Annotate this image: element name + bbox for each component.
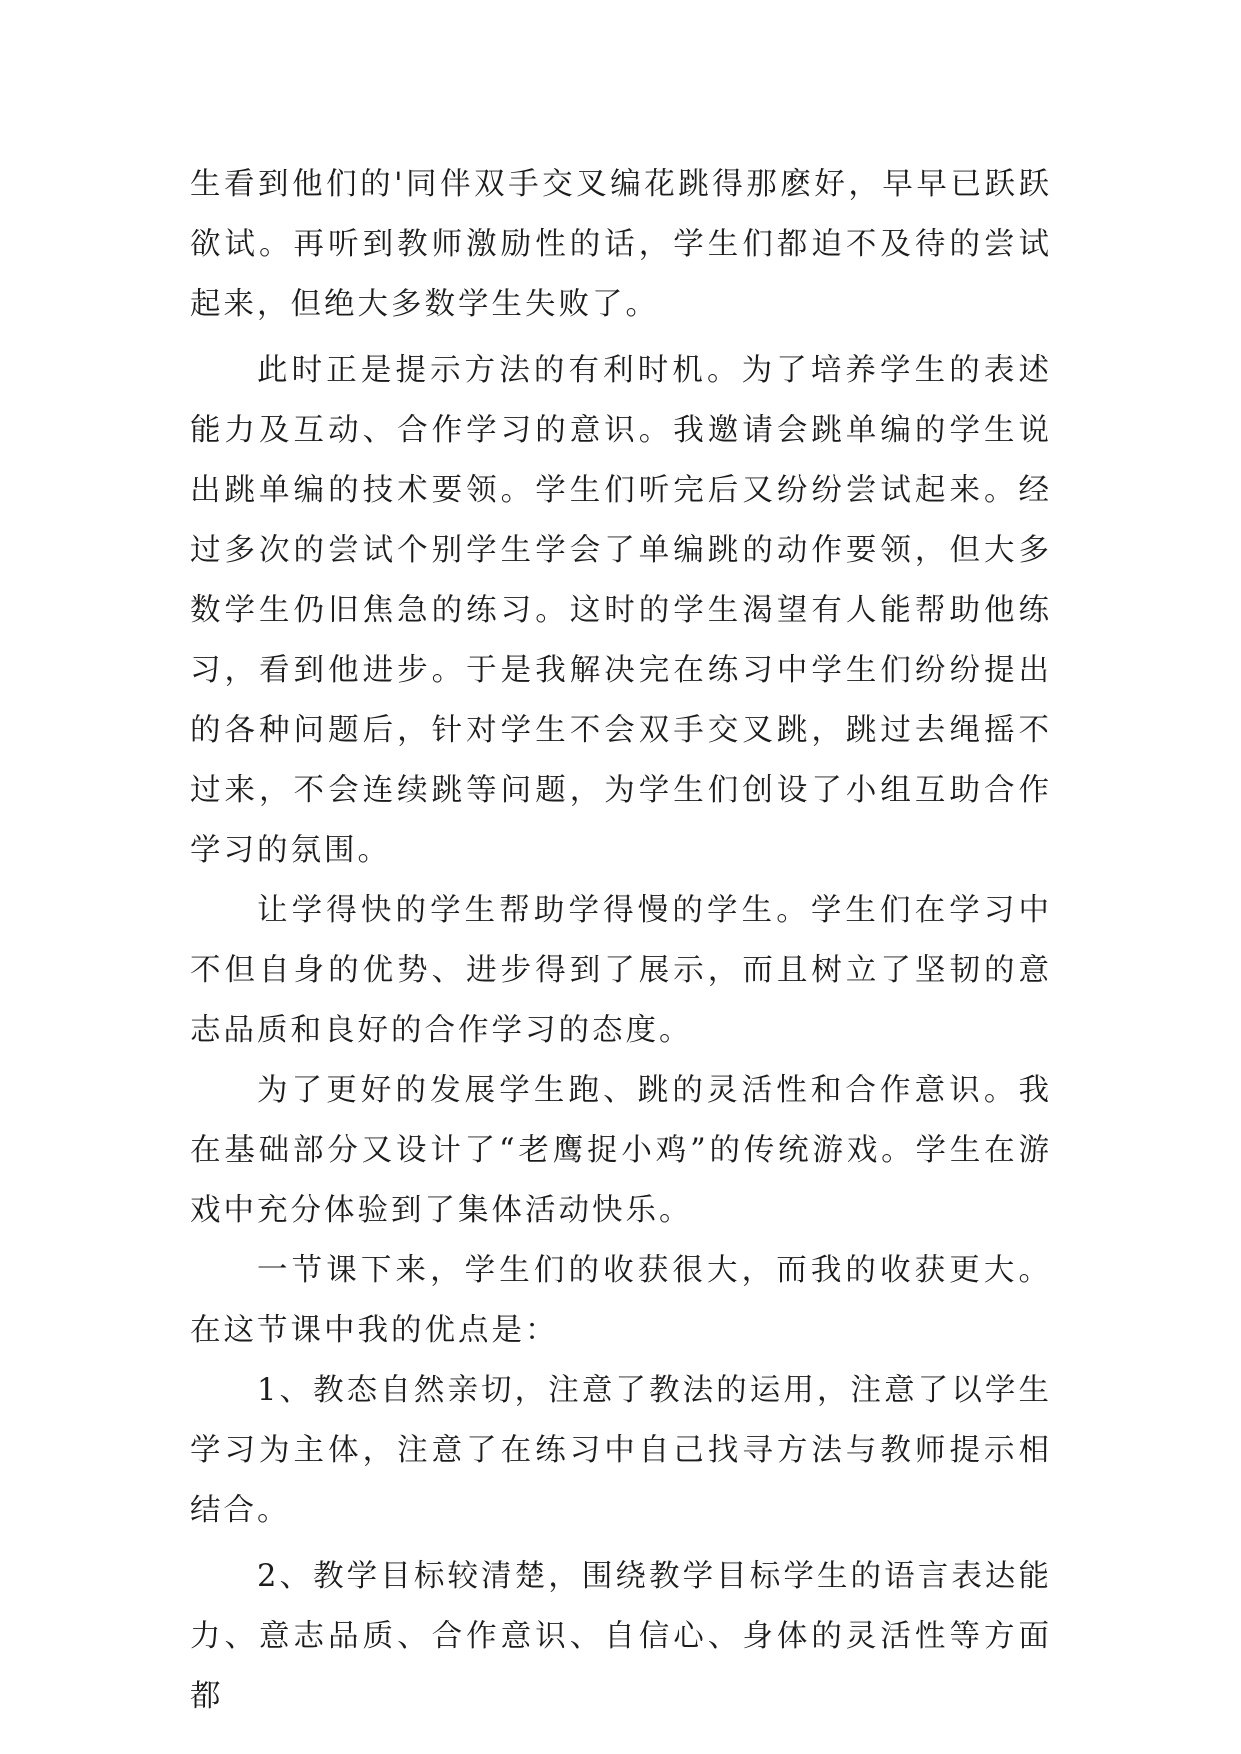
paragraph-point-2: 2、教学目标较清楚，围绕教学目标学生的语言表达能力、意志品质、合作意识、自信心、身体的灵活性等方面都 (190, 1559, 1052, 1714)
document-body (190, 155, 1052, 1727)
paragraph-continuation: 生看到他们的'同伴双手交叉编花跳得那麽好，早早已跃跃欲试。再听到教师激励性的话，学生们都迫不及待的尝试起来，但绝大多数学生失败了。 (190, 167, 1052, 322)
paragraph-peer-help: 让学得快的学生帮助学得慢的学生。学生们在学习中不但自身的优势、进步得到了展示，而且树立了坚韧的意志品质和良好的合作学习的态度。 (190, 893, 1052, 1048)
paragraph-point-1: 1、教态自然亲切，注意了教法的运用，注意了以学生学习为主体，注意了在练习中自己找寻方法与教师提示相结合。 (190, 1373, 1052, 1528)
paragraph-game-design: 为了更好的发展学生跑、跳的灵活性和合作意识。我在基础部分又设计了“老鹰捉小鸡”的传统游戏。学生在游戏中充分体验到了集体活动快乐。 (190, 1073, 1052, 1228)
paragraph-summary: 一节课下来，学生们的收获很大，而我的收获更大。在这节课中我的优点是： (190, 1253, 1052, 1348)
paragraph-hint-method: 此时正是提示方法的有利时机。为了培养学生的表述能力及互动、合作学习的意识。我邀请会跳单编的学生说出跳单编的技术要领。学生们听完后又纷纷尝试起来。经过多次的尝试个别学生学会了单编跳的动作要领，但大多数学生仍旧焦急的练习。这时的学生渴望有人能帮助他练习，看到他进步。于是我解决完在练习中学生们纷纷提出的各种问题后，针对学生不会双手交叉跳，跳过去绳摇不过来，不会连续跳等问题，为学生们创设了小组互助合作学习的氛围。 (190, 353, 1052, 868)
